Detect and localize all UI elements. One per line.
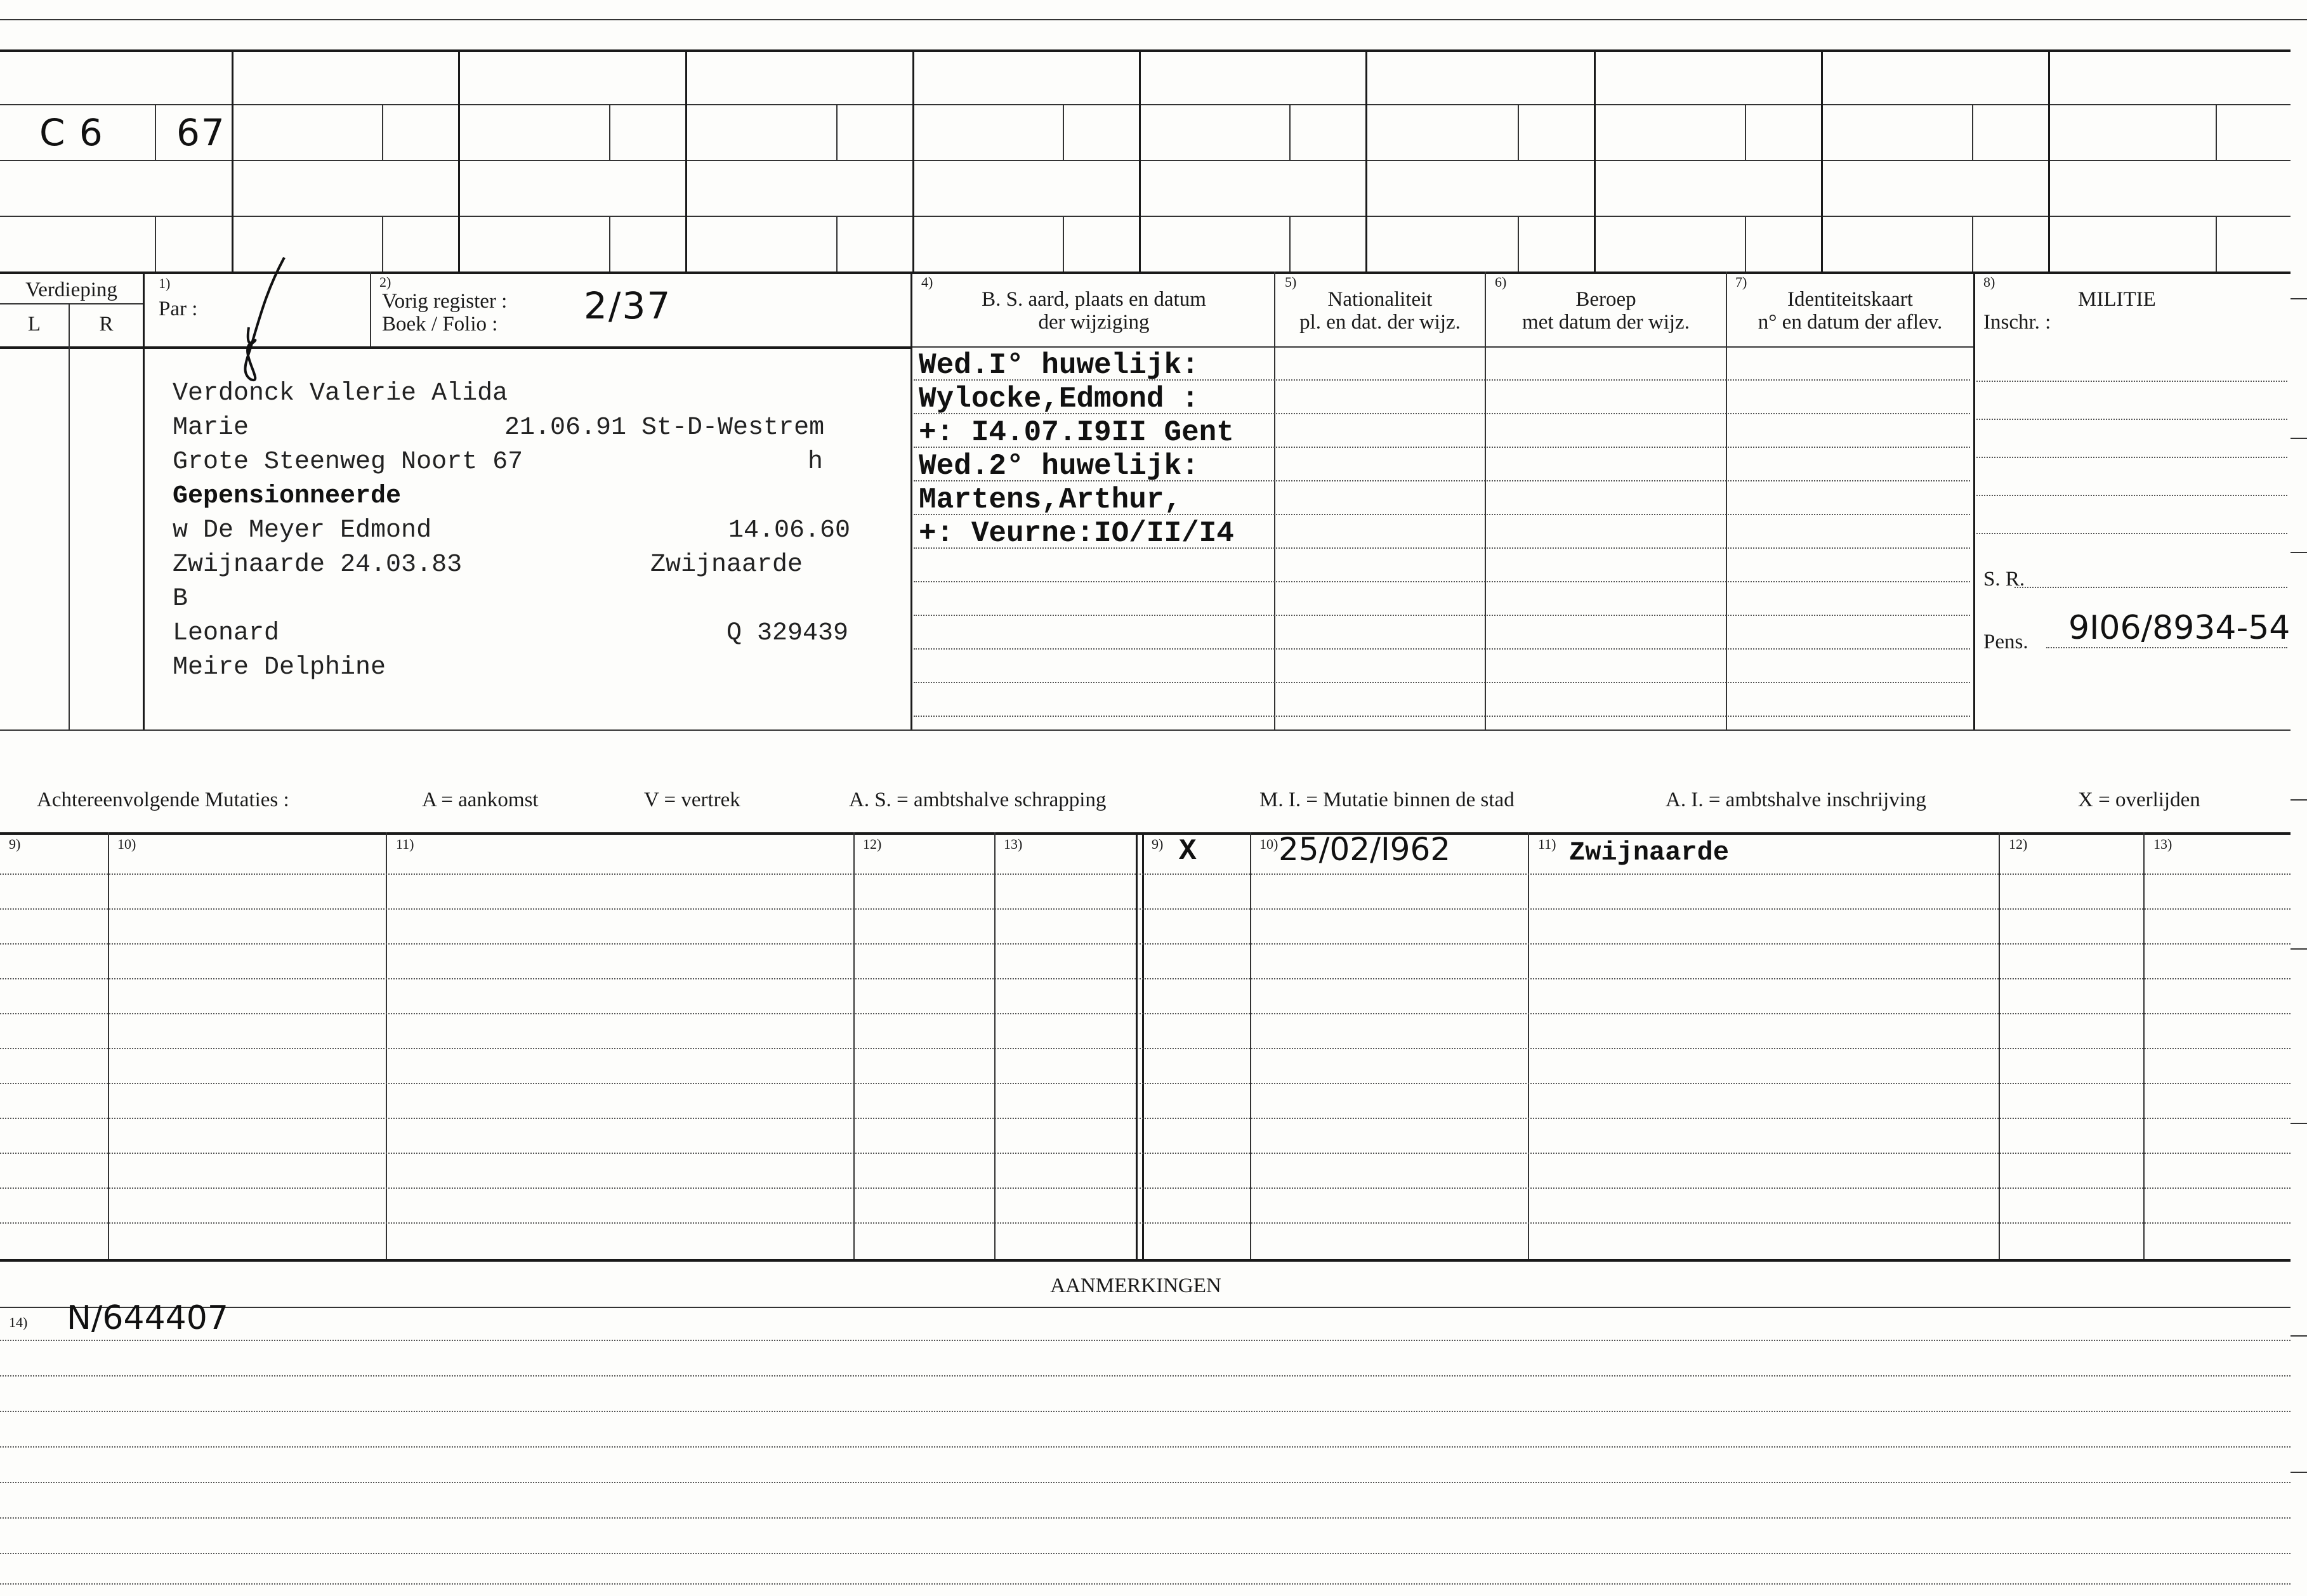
edge-tick: [2291, 438, 2307, 439]
ruled-line: [914, 648, 1970, 650]
top-grid-code: C 6: [39, 111, 104, 154]
col-13-header-right: 13): [2153, 836, 2172, 852]
grid-line: [1594, 49, 1596, 271]
ruled-line: [0, 1446, 2291, 1448]
col-12-header-right: 12): [2009, 836, 2028, 852]
father-name: Leonard: [173, 619, 280, 648]
ruled-line: [0, 908, 2291, 910]
grid-line: [0, 1259, 2291, 1262]
ruled-line: [0, 1583, 2291, 1585]
grid-line: [370, 271, 371, 346]
ruled-line: [0, 1517, 2291, 1519]
aanmerkingen-number: 14): [9, 1314, 28, 1330]
grid-line: [69, 303, 70, 729]
spouse-birth: Zwijnaarde 24.03.83: [173, 551, 463, 579]
grid-line: [836, 216, 838, 271]
edge-tick: [2291, 1123, 2307, 1124]
edge-tick: [2291, 1472, 2307, 1473]
grid-line: [994, 832, 996, 1259]
grid-line: [108, 832, 109, 1259]
grid-line: [685, 49, 687, 271]
beroep-number: 6): [1495, 274, 1507, 290]
identiteitskaart-number: 7): [1735, 274, 1747, 290]
ruled-line: [0, 1153, 2291, 1154]
ruled-line: [0, 1553, 2291, 1554]
grid-line: [1485, 271, 1486, 729]
grid-line: [155, 216, 156, 271]
grid-line: [0, 1307, 2291, 1308]
ruled-line: [914, 716, 1970, 717]
boek-folio-label: Boek / Folio :: [382, 313, 498, 336]
legend-aankomst: A = aankomst: [422, 788, 539, 811]
id-number: Q 329439: [726, 619, 849, 648]
ruled-line: [1976, 419, 2287, 420]
vorig-register-number: 2): [379, 274, 391, 290]
grid-line: [2216, 104, 2217, 160]
grid-line: [1139, 49, 1141, 271]
person-name: Verdonck Valerie Alida: [173, 379, 508, 408]
legend-overlijden: X = overlijden: [2078, 788, 2200, 811]
grid-line: [0, 729, 2291, 731]
grid-line: [1528, 832, 1529, 1259]
ruled-line: [0, 978, 2291, 979]
ruled-line: [0, 1048, 2291, 1049]
verdieping-label: Verdieping: [25, 278, 117, 301]
top-edge-line: [0, 19, 2307, 20]
edge-tick: [2291, 552, 2307, 553]
civil-status-line: +: Veurne:IO/II/I4: [919, 517, 1234, 550]
address-marker: h: [808, 448, 824, 476]
nationaliteit-number: 5): [1285, 274, 1297, 290]
mutatie-date: 25/02/I962: [1278, 831, 1451, 868]
col-10-header-right: 10): [1259, 836, 1278, 852]
pens-label: Pens.: [1983, 631, 2028, 653]
grid-line: [0, 346, 910, 349]
grid-line: [1745, 104, 1746, 160]
grid-line: [2048, 49, 2050, 271]
grid-line: [609, 104, 610, 160]
col-11-header: 11): [396, 836, 414, 852]
spouse: w De Meyer Edmond: [173, 516, 432, 545]
grid-line: [1726, 271, 1727, 729]
top-grid-number: 67: [176, 111, 226, 154]
grid-line: [609, 216, 610, 271]
spouse-birth-place: Zwijnaarde: [650, 551, 803, 579]
edge-tick: [2291, 799, 2307, 801]
grid-line: [1289, 216, 1291, 271]
grid-line: [232, 49, 233, 271]
grid-line: [0, 160, 2291, 161]
grid-line: [0, 49, 2291, 52]
ruled-line: [0, 943, 2291, 945]
vorig-register-value: 2/37: [584, 284, 672, 327]
bs-number: 4): [921, 274, 933, 290]
col-9-header: 9): [9, 836, 21, 852]
profession: Gepensionneerde: [173, 482, 402, 511]
grid-line: [1365, 49, 1367, 271]
grid-line: [458, 49, 460, 271]
ruled-line: [914, 581, 1970, 582]
mutaties-title: Achtereenvolgende Mutaties :: [37, 788, 289, 811]
ruled-line: [0, 1375, 2291, 1377]
col-11-header-right: 11): [1538, 836, 1556, 852]
legend-ambtshalve-inschrijving: A. I. = ambtshalve inschrijving: [1666, 788, 1926, 811]
pens-value: 9I06/8934-54: [2068, 609, 2291, 647]
edge-tick: [2291, 948, 2307, 950]
ruled-line: [1976, 457, 2287, 458]
grid-line: [1274, 271, 1275, 729]
legend-ambtshalve-schrapping: A. S. = ambtshalve schrapping: [849, 788, 1107, 811]
grid-line: [386, 832, 387, 1259]
legend-vertrek: V = vertrek: [644, 788, 740, 811]
address: Grote Steenweg Noort 67: [173, 448, 523, 476]
grid-line: [836, 104, 838, 160]
grid-line: [853, 832, 855, 1259]
grid-line: [1063, 104, 1064, 160]
grid-line: [1063, 216, 1064, 271]
identiteitskaart-subheader: n° en datum der aflev.: [1758, 311, 1943, 334]
grid-line: [2216, 216, 2217, 271]
aanmerkingen-value: N/644407: [67, 1299, 228, 1337]
grid-line: [912, 49, 914, 271]
beroep-header: Beroep: [1575, 288, 1636, 311]
civil-status-line: Wylocke,Edmond :: [919, 383, 1199, 415]
col-9-header-right: 9): [1152, 836, 1164, 852]
grid-line: [0, 832, 2291, 835]
civil-status-line: Wed.I° huwelijk:: [919, 349, 1199, 382]
militie-header: MILITIE: [2078, 288, 2156, 311]
ruled-line: [0, 1083, 2291, 1084]
grid-line: [143, 271, 145, 729]
ruled-line: [0, 1482, 2291, 1483]
militie-number: 8): [1983, 274, 1995, 290]
civil-status-line: Martens,Arthur,: [919, 483, 1182, 516]
grid-line: [1821, 49, 1823, 271]
verdieping-left-label: L: [27, 313, 41, 336]
col-10-header: 10): [117, 836, 136, 852]
civil-status-line: +: I4.07.I9II Gent: [919, 416, 1234, 449]
person-name-continued: Marie: [173, 414, 249, 442]
grid-line: [2143, 832, 2145, 1259]
nationaliteit-header: Nationaliteit: [1327, 288, 1433, 311]
grid-line: [1999, 832, 2000, 1259]
aanmerkingen-title: AANMERKINGEN: [1050, 1274, 1221, 1297]
ruled-line: [914, 615, 1970, 616]
col-13-header: 13): [1004, 836, 1023, 852]
sr-label: S. R.: [1983, 568, 2025, 591]
birth-date-place: 21.06.91 St-D-Westrem: [504, 414, 825, 442]
nationality-code: B: [173, 585, 188, 613]
ruled-line: [0, 1118, 2291, 1119]
grid-line: [910, 346, 1973, 348]
civil-status-line: Wed.2° huwelijk:: [919, 450, 1199, 483]
legend-mutatie-binnen-stad: M. I. = Mutatie binnen de stad: [1259, 788, 1515, 811]
beroep-subheader: met datum der wijz.: [1522, 311, 1690, 334]
ruled-line: [1976, 533, 2287, 534]
mother-name: Meire Delphine: [173, 653, 386, 682]
spouse-date: 14.06.60: [728, 516, 851, 545]
edge-tick: [2291, 298, 2307, 299]
bs-header-line2: der wijziging: [1038, 311, 1150, 334]
mutatie-place: Zwijnaarde: [1569, 837, 1730, 868]
ruled-line: [0, 1013, 2291, 1014]
grid-line: [1518, 216, 1519, 271]
ruled-line: [0, 1411, 2291, 1412]
ruled-line: [914, 682, 1970, 683]
grid-line: [1972, 216, 1973, 271]
par-number: 1): [159, 275, 171, 291]
grid-line: [1250, 832, 1251, 1259]
grid-line: [1973, 271, 1975, 729]
edge-tick: [2291, 1335, 2307, 1337]
bs-header-line1: B. S. aard, plaats en datum: [982, 288, 1206, 311]
grid-line: [1518, 104, 1519, 160]
grid-line: [1142, 832, 1144, 1259]
verdieping-right-label: R: [99, 313, 114, 336]
grid-line: [0, 104, 2291, 105]
grid-line: [0, 216, 2291, 217]
grid-line: [1745, 216, 1746, 271]
ruled-line: [1976, 495, 2287, 496]
ruled-line: [0, 1222, 2291, 1224]
ruled-line: [1976, 381, 2287, 382]
col-12-header: 12): [863, 836, 882, 852]
grid-line: [1972, 104, 1973, 160]
mutatie-type: X: [1179, 835, 1197, 868]
ruled-line: [0, 1340, 2291, 1341]
nationaliteit-subheader: pl. en dat. der wijz.: [1299, 311, 1461, 334]
grid-line: [382, 216, 383, 271]
grid-line: [382, 104, 383, 160]
par-pen-stroke: [216, 252, 292, 389]
inschr-label: Inschr. :: [1983, 311, 2051, 334]
identiteitskaart-header: Identiteitskaart: [1787, 288, 1913, 311]
vorig-register-label: Vorig register :: [382, 290, 508, 313]
ruled-line: [2015, 587, 2287, 588]
par-label: Par :: [159, 298, 198, 320]
ruled-line: [0, 873, 2291, 875]
grid-line: [0, 303, 143, 304]
grid-line: [910, 271, 912, 729]
grid-line: [0, 271, 2291, 274]
grid-line: [155, 104, 156, 160]
grid-line: [1289, 104, 1291, 160]
ruled-line: [2046, 647, 2287, 648]
ruled-line: [0, 1187, 2291, 1189]
grid-line: [1136, 832, 1138, 1259]
